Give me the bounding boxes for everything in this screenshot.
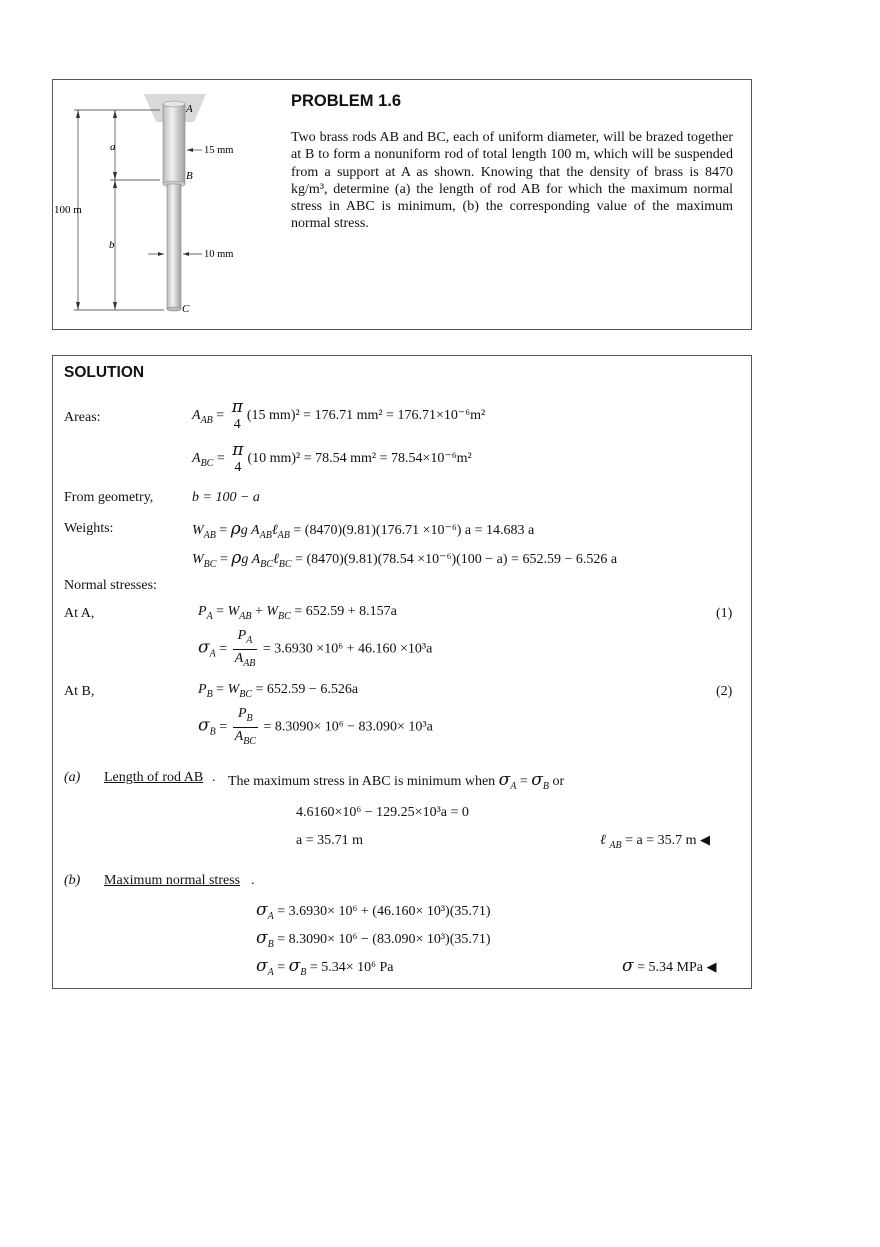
figure-label-C: C (182, 303, 190, 315)
sigma-b-equation: $\sigma_B$ = $\frac{P_B}{A_{BC}}$ = 8.3090× 10⁶ − 83.090× 10³a (198, 706, 433, 747)
part-a-marker: (a) (64, 770, 81, 785)
weight-ab-value: = (8470)(9.81)(176.71 ×10⁻⁶) a = 14.683 a (293, 523, 535, 538)
part-b-equation-1: $\sigma_A = 3.6930\times 10^6 + (46.160\times 10^3)(35.71)$ (256, 900, 491, 922)
normal-stresses-label: Normal stresses: (64, 578, 157, 593)
pa-equation: $P_A = W_{AB} + W_{BC} = 652.59 + 8.157a$ (198, 604, 397, 622)
geometry-equation: b = 100 − a (192, 490, 260, 505)
part-b-equation-3: $\sigma_A = \sigma_B = 5.34\times 10^6$ Pa (256, 956, 394, 978)
rod-bc (167, 184, 181, 309)
figure-label-diameter-15: 15 mm (204, 145, 234, 156)
at-b-label: At B, (64, 684, 95, 699)
answer-marker-icon: ◀ (706, 960, 717, 975)
part-a-condition: The maximum stress in ABC is minimum when $\sigma_A = \sigma_B$ or (228, 770, 565, 792)
part-a-or: or (552, 774, 565, 789)
figure-label-B: B (186, 170, 193, 182)
part-b-heading: Maximum normal stress (104, 873, 241, 888)
problem-title: PROBLEM 1.6 (291, 92, 402, 110)
part-a-text: The maximum stress in ABC is minimum when (228, 774, 496, 789)
area-ab-value: (15 mm)² = 176.71 mm² = 176.71×10⁻⁶m² (246, 408, 486, 424)
rod-figure (54, 88, 260, 320)
figure-label-b-length: b (109, 239, 115, 251)
part-b-equation-2: $\sigma_B = 8.3090\times 10^6 - (83.090\times 10^3)(35.71)$ (256, 928, 491, 950)
weight-bc-equation: $W_{BC} = \rho g$ $A_{BC}\ell_{BC} = (8470)(9.81)(78.54 \times 10^{-6})(100 - a) = 652.59 - 6.526$ a (192, 548, 618, 570)
pb-equation: $P_B = W_{BC} = 652.59 - 6.526a$ (198, 682, 359, 700)
part-b-equation-1-value: = 3.6930× 10⁶ + (46.160× 10³)(35.71) (277, 904, 491, 919)
weights-label: Weights: (64, 521, 114, 536)
problem-statement: Two brass rods AB and BC, each of uniform diameter, will be brazed together at B to form a nonuniform rod of total length 100 m, which will be suspended from a support at A as shown. Knowing that the density of brass is 8470 kg/m³, determine (a) the length of rod AB for which the maximum normal stress in ABC is minimum, (b) the corresponding value of the maximum normal stress. (291, 130, 733, 232)
part-b-equation-3-value: = 5.34× 10⁶ Pa (309, 960, 394, 975)
sigma-a-equation: $\sigma_A$ = $\frac{P_A}{A_{AB}}$ = 3.6930 ×10⁶ + 46.160 ×10³a (198, 628, 433, 669)
part-b-answer-value: = 5.34 MPa (637, 960, 703, 975)
area-bc-equation: $A_{BC}$ = π 4 (10 mm)² = 78.54 mm² = 78.54×10⁻⁶m² (192, 440, 472, 475)
part-a-equation-1: 4.6160×10⁶ − 129.25×10³a = 0 (296, 805, 469, 820)
geometry-label: From geometry, (64, 490, 154, 505)
figure-label-diameter-10: 10 mm (204, 249, 234, 260)
area-ab-equation: $A_{AB}$ = π 4 (15 mm)² = 176.71 mm² = 176.71×10⁻⁶m² (192, 397, 486, 432)
solution-title: SOLUTION (64, 364, 145, 381)
part-b-answer: σ = 5.34 MPa ◀ (622, 956, 717, 976)
equation-tag-1: (1) (716, 606, 733, 621)
pb-value: = 652.59 − 6.526a (255, 682, 359, 697)
part-a-heading: Length of rod AB (104, 770, 204, 785)
sigma-b-value: = 8.3090× 10⁶ − 83.090× 10³a (263, 719, 433, 735)
equation-tag-2: (2) (716, 684, 733, 699)
rod-ab (163, 104, 185, 184)
area-bc-value: (10 mm)² = 78.54 mm² = 78.54×10⁻⁶m² (247, 451, 472, 467)
answer-marker-icon: ◀ (699, 833, 710, 848)
part-b-equation-2-value: = 8.3090× 10⁶ − (83.090× 10³)(35.71) (277, 932, 491, 947)
part-a-answer: ℓ $_{AB}$ = a = 35.7 m ◀ (600, 833, 710, 851)
part-a-answer-value: = a = 35.7 m (625, 833, 697, 848)
sigma-a-value: = 3.6930 ×10⁶ + 46.160 ×10³a (262, 641, 433, 657)
part-b-marker: (b) (64, 873, 81, 888)
areas-label: Areas: (64, 410, 101, 425)
figure-label-A: A (186, 103, 193, 115)
part-a-equation-2: a = 35.71 m (296, 833, 363, 848)
pa-value: = 652.59 + 8.157a (294, 604, 397, 619)
figure-label-a-length: a (110, 141, 116, 153)
weight-bc-value: = (8470)(9.81)(78.54 ×10⁻⁶)(100 − a) = 652.59 − 6.526 a (295, 552, 618, 567)
figure-label-total-length: 100 m (54, 204, 82, 216)
weight-ab-equation: $W_{AB} = \rho g$ $A_{AB}\ell_{AB} = (8470)(9.81)(176.71 \times 10^{-6}) a = 14.683$ a (192, 519, 535, 541)
at-a-label: At A, (64, 606, 95, 621)
